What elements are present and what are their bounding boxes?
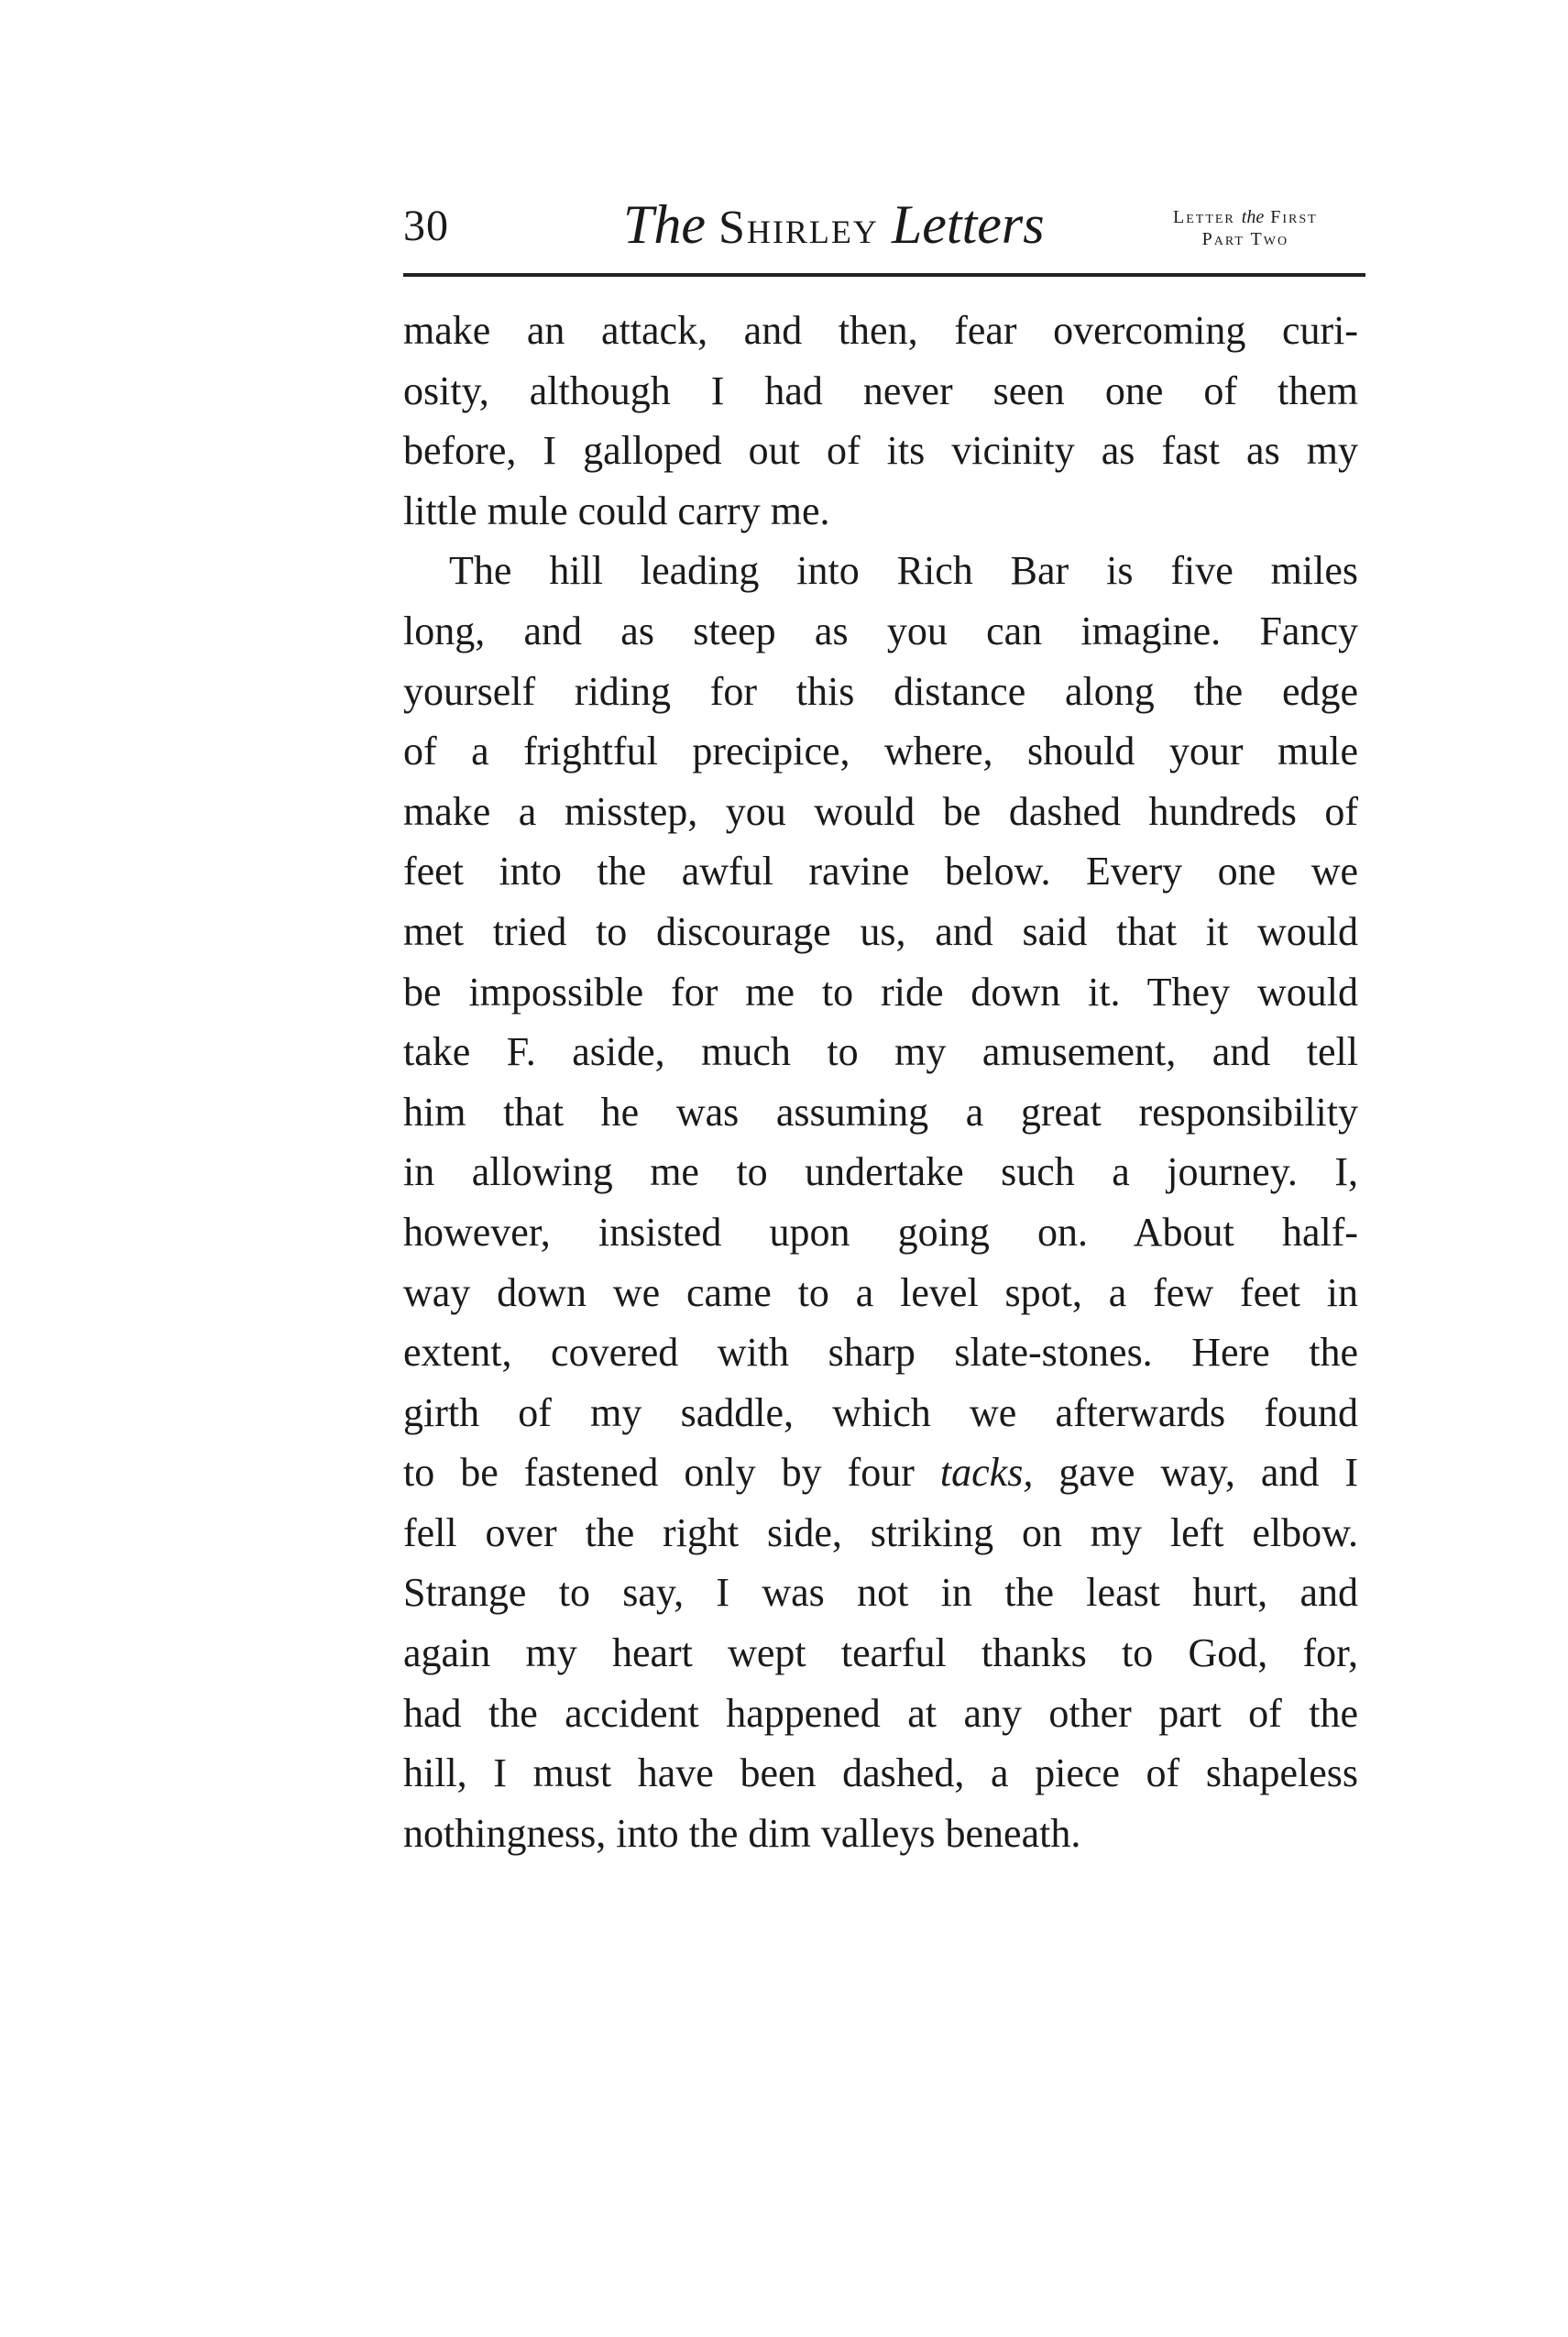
text-line: take F. aside, much to my amusement, and tell [403, 1029, 1358, 1075]
text-line: of a frightful precipice, where, should your mule [403, 729, 1358, 774]
page-number: 30 [403, 202, 449, 250]
running-title-the: The [623, 194, 706, 255]
text-line: in allowing me to undertake such a journey. I, [403, 1149, 1358, 1195]
letter-ref-the: the [1241, 207, 1265, 227]
running-title [623, 193, 1045, 257]
body-text [403, 301, 1358, 1863]
letter-reference-line-2: Part Two [1201, 229, 1289, 249]
text-line: fell over the right side, striking on my left elbow. [403, 1509, 1358, 1555]
text-line: Strange to say, I was not in the least hurt, and [403, 1570, 1358, 1616]
text-line: little mule could carry me. [403, 488, 830, 533]
text-line: be impossible for me to ride down it. They would [403, 969, 1358, 1015]
text-line: way down we came to a level spot, a few feet in [403, 1269, 1358, 1315]
text-line-with-italic [403, 1443, 1358, 1503]
letter-reference [1173, 206, 1318, 250]
text-line: however, insisted upon going on. About half- [403, 1209, 1358, 1255]
text-line: nothingness, into the dim valleys beneath. [403, 1810, 1081, 1856]
text-line: make an attack, and then, fear overcoming curi- [403, 308, 1358, 353]
text-segment: gave way, and I [1058, 1450, 1359, 1496]
text-line: extent, covered with sharp slate-stones. Here the [403, 1330, 1358, 1376]
text-line: girth of my saddle, which we afterwards found [403, 1389, 1358, 1435]
running-title-letters: Letters [891, 194, 1045, 255]
letter-ref-letter: Letter [1173, 207, 1235, 227]
text-line: long, and as steep as you can imagine. Fancy [403, 608, 1358, 653]
text-line: feet into the awful ravine below. Every one we [403, 849, 1358, 894]
text-line: again my heart wept tearful thanks to God, for, [403, 1630, 1358, 1676]
italic-word-tacks: tacks, [939, 1450, 1034, 1496]
running-header [403, 188, 1365, 270]
text-line: him that he was assuming a great responsibility [403, 1089, 1358, 1135]
text-line: before, I galloped out of its vicinity as fast as my [403, 428, 1358, 474]
text-line: had the accident happened at any other part of the [403, 1690, 1358, 1736]
header-rule [403, 273, 1365, 277]
text-line: yourself riding for this distance along the edge [403, 668, 1358, 714]
text-line: make a misstep, you would be dashed hundreds of [403, 788, 1358, 834]
text-line: hill, I must have been dashed, a piece of shapeless [403, 1750, 1358, 1796]
text-line: met tried to discourage us, and said that it would [403, 908, 1358, 954]
letter-reference-line-1 [1173, 206, 1318, 228]
text-line: osity, although I had never seen one of them [403, 368, 1358, 413]
text-segment: to be fastened only by four [403, 1450, 915, 1496]
letter-ref-first: First [1270, 207, 1318, 227]
text-line-paragraph-start: The hill leading into Rich Bar is five miles [449, 548, 1358, 594]
running-title-shirley: Shirley [718, 202, 879, 254]
